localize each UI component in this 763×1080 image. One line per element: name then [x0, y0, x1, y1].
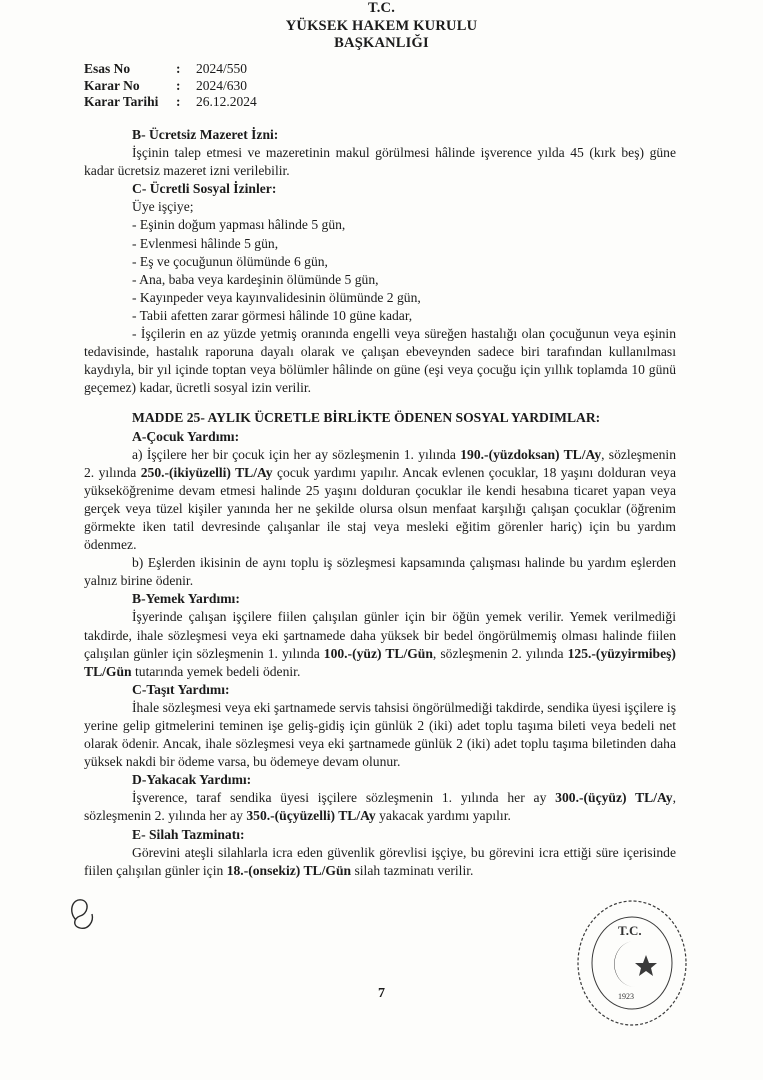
amount-1: 18.-(onsekiz) TL/Gün — [226, 862, 352, 878]
list-item: - Eş ve çocuğunun ölümünde 6 gün, — [132, 253, 328, 269]
meal-aid-title: B-Yemek Yardımı: — [132, 591, 240, 607]
text-run: çocuk yardımı yapılır. Ancak evlenen çocuklar, 18 yaşını dolduran veya yükseköğrenime devam etmesi halinde 25 yaşını dolduran çocuklar ile kendi hesabına ticaret yapan veya gerçek veya tüzel kişiler yanında her ne şekilde olursa olsun menfaat karşılığı çalışan çocuklar (öğrenim görmekte iken tatil devresinde çalışanlar ile staj veya mesleki eğitim görenler hariç) için bu yardım ödenmez. — [84, 464, 676, 553]
spacer — [84, 397, 676, 409]
weapon-allowance-title: E- Silah Tazminatı: — [132, 826, 245, 842]
svg-text:T.C.: T.C. — [618, 923, 642, 938]
text-run: İşverence, taraf sendika üyesi işçilere sözleşmenin 1. yılında her ay — [132, 790, 556, 806]
meta-value: 2024/550 — [196, 61, 248, 76]
fuel-aid-title: D-Yakacak Yardımı: — [132, 772, 252, 788]
seal-stamp-icon — [574, 895, 692, 1035]
section-b-title: B- Ücretsiz Mazeret İzni: — [132, 127, 279, 142]
child-aid-b: b) Eşlerden ikisinin de aynı toplu iş sözleşmesi kapsamında çalışması halinde bu yardım eşlerden yalnız birine ödenir. — [84, 555, 676, 589]
text-run: silah tazminatı verilir. — [351, 862, 474, 878]
list-item: - Evlenmesi hâlinde 5 gün, — [132, 235, 279, 251]
meta-sep: : — [176, 94, 181, 109]
amount-1: 300.-(üçyüz) TL/Ay — [555, 790, 673, 806]
child-aid-a — [84, 446, 676, 555]
meta-row-tarih — [84, 94, 257, 111]
meta-sep: : — [176, 77, 181, 93]
transport-aid-text: İhale sözleşmesi veya eki şartnamede servis tahsisi öngörülmediği takdirde, sendika üyesi işçilere iş yerine gelip gitmelerini teminen işe geliş-gidiş için günlük 2 (iki) adet toplu taşıma bileti veya bedeli net olarak ödenir. Ancak, ihale sözleşmesi veya eki şartnamede günlük 2 (iki) adet toplu taşıma biletinden daha yüksek nakdi bir ödeme varsa, bu ödemeye devam olunur. — [84, 699, 676, 770]
madde-25-title: MADDE 25- AYLIK ÜCRETLE BİRLİKTE ÖDENEN SOSYAL YARDIMLAR: — [132, 410, 601, 426]
text-run: tutarında yemek bedeli ödenir. — [131, 663, 301, 679]
amount-2: 350.-(üçyüzelli) TL/Ay — [246, 808, 376, 824]
meta-key: Karar Tarihi — [84, 94, 159, 109]
fuel-aid-text — [84, 789, 676, 825]
header-presidency: BAŞKANLIĞI — [334, 35, 429, 51]
weapon-allowance-text — [84, 844, 676, 880]
case-meta — [84, 61, 257, 111]
signature-icon — [62, 890, 107, 935]
amount-1: 190.-(yüzdoksan) TL/Ay — [460, 446, 602, 462]
page-number: 7 — [378, 986, 385, 1001]
header-tc: T.C. — [367, 2, 396, 14]
list-item: - Kayınpeder veya kayınvalidesinin ölümünde 2 gün, — [132, 289, 421, 305]
list-item: - Tabii afetten zarar görmesi hâlinde 10 güne kadar, — [132, 307, 413, 323]
text-run: yakacak yardımı yapılır. — [375, 808, 511, 824]
amount-1: 100.-(yüz) TL/Gün — [323, 645, 433, 661]
section-c-intro: Üye işçiye; — [132, 199, 194, 215]
meta-key: Esas No — [84, 61, 131, 76]
meal-aid-text — [84, 608, 676, 680]
svg-text:1923: 1923 — [618, 992, 634, 1001]
child-aid-title: A-Çocuk Yardımı: — [132, 428, 240, 444]
text-run: a) İşçilere her bir çocuk için her ay sözleşmenin 1. yılında — [132, 446, 461, 462]
text-run: , sözleşmenin 2. yılında — [432, 645, 568, 661]
document-body — [84, 126, 676, 880]
list-item: - Eşinin doğum yapması hâlinde 5 gün, — [132, 217, 346, 233]
amount-2: 250.-(ikiyüzelli) TL/Ay — [140, 464, 273, 480]
list-item: - Ana, baba veya kardeşinin ölümünde 5 gün, — [132, 271, 379, 287]
text-run: Görevini ateşli silahlarla icra eden güvenlik görevlisi işçiye, bu görevini icra ettiği süre içerisinde fiilen çalışılan günler için — [84, 844, 676, 878]
meta-sep: : — [176, 61, 181, 76]
amount-2: 125.-(yüzyirmibeş) TL/Gün — [84, 645, 676, 679]
text-run: İşyerinde çalışan işçilere fiilen çalışılan günler için bir öğün yemek verilir. Yemek verilmediği takdirde, ihale sözleşmesi veya eki şartnamede daha yüksek bir bedel öngörülmemiş olması halinde fiilen çalışılan günler için sözleşmenin 1. yılında — [84, 609, 676, 661]
text-run: , sözleşmenin 2. yılında — [84, 446, 676, 480]
section-b-text: İşçinin talep etmesi ve mazeretinin makul görülmesi hâlinde işverence yılda 45 (kırk beş) güne kadar ücretsiz mazeret izni verilebilir. — [84, 145, 676, 179]
text-run: , sözleşmenin 2. yılında her ay — [84, 790, 677, 824]
meta-key: Karar No — [84, 77, 140, 93]
header-institution: YÜKSEK HAKEM KURULU — [285, 18, 478, 34]
meta-row-karar — [84, 78, 257, 95]
section-c-title: C- Ücretli Sosyal İzinler: — [132, 181, 277, 197]
meta-row-esas — [84, 61, 257, 78]
transport-aid-title: C-Taşıt Yardımı: — [132, 681, 230, 697]
meta-value: 26.12.2024 — [196, 94, 257, 109]
meta-value: 2024/630 — [196, 77, 248, 93]
list-item-last: - İşçilerin en az yüzde yetmiş oranında engelli veya süreğen hastalığı olan çocuğunun veya eşinin tedavisinde, hastalık raporuna dayalı olarak ve çalışan ebeveynden sadece biri tarafından kullanılması kaydıyla, bir yıl içinde toptan veya bölümler hâlinde on güne (eşi veya çocuğu için yıllık toplamda 10 günü geçemez) kadar, ücretli sosyal izin verilir. — [84, 326, 676, 396]
